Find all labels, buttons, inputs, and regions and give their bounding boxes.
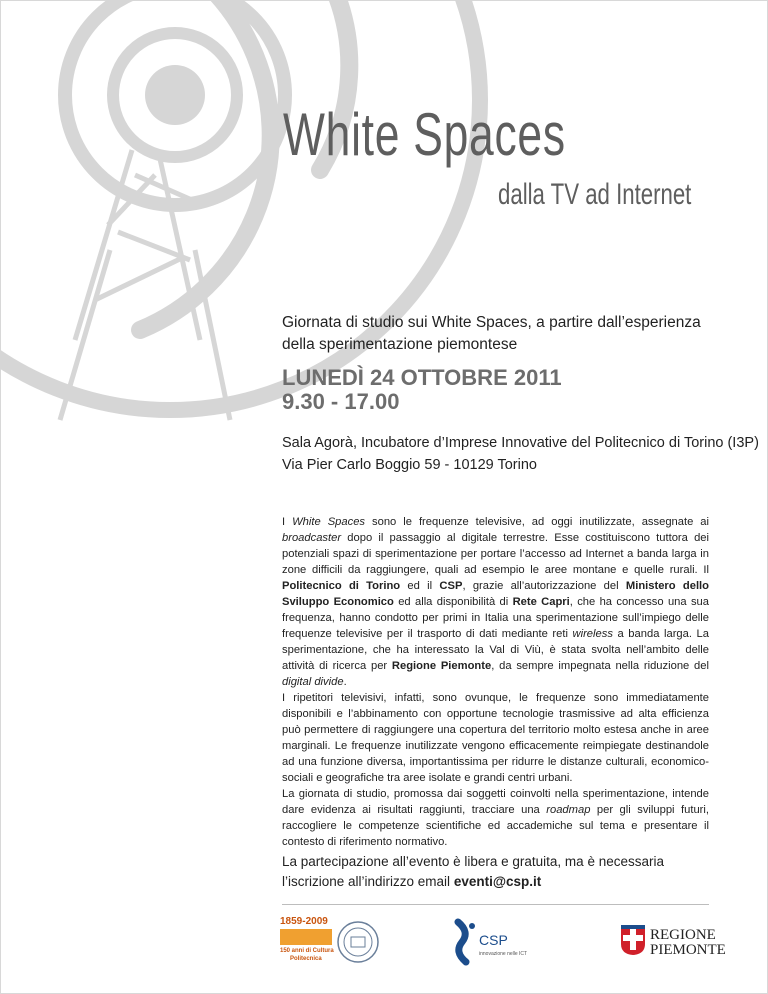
polito-logo bbox=[280, 916, 380, 970]
polito-band bbox=[280, 929, 332, 945]
footer-divider bbox=[282, 904, 709, 905]
description-paragraph-2: I ripetitori televisivi, infatti, sono ovunque, le frequenze sono immediatamente disponibili e l’abbinamento con opportune tecnologie trasmissive ad alta efficienza può permettere di raggiungere una copertura del territorio molto estesa anche in aree marginali. Le frequenze inutilizzate vengono efficacemente reimpiegate destinandole ad una funzione diversa, importantissima per ridurre le distanze culturali, economico-sociali e geografiche tra aree isolate e grandi centri urbani. bbox=[282, 692, 709, 784]
polito-caption-2: Politecnica bbox=[290, 956, 322, 962]
polito-seal-icon bbox=[336, 920, 380, 964]
csp-logo-icon bbox=[452, 918, 478, 966]
registration-note: La partecipazione all’evento è libera e gratuita, ma è necessaria l’iscrizione all’indirizzo email eventi@csp.it bbox=[282, 854, 664, 889]
venue-name: Sala Agorà, Incubatore d’Imprese Innovative del Politecnico di Torino (I3P) bbox=[282, 435, 759, 451]
description-body bbox=[282, 514, 709, 850]
piemonte-shield-icon bbox=[620, 924, 646, 956]
page-title: White Spaces bbox=[283, 101, 566, 168]
intro-text: Giornata di studio sui White Spaces, a partire dall’esperienza della sperimentazione piemontese bbox=[282, 314, 701, 353]
event-datetime bbox=[282, 366, 562, 414]
email-link[interactable]: eventi@csp.it bbox=[453, 874, 542, 889]
regione-name-2: PIEMONTE bbox=[650, 942, 726, 958]
polito-years: 1859-2009 bbox=[280, 916, 328, 927]
venue-address: Via Pier Carlo Boggio 59 - 10129 Torino bbox=[282, 457, 537, 473]
event-time: 9.30 - 17.00 bbox=[282, 389, 400, 414]
csp-name: CSP bbox=[479, 932, 508, 948]
csp-tagline: innovazione nelle ICT bbox=[479, 951, 528, 957]
description-paragraph-1: I White Spaces sono le frequenze televisive, ad oggi inutilizzate, assegnate ai broadcaster dopo il passaggio al digitale terrestre. Esse costituiscono tuttora dei potenziali spazi di sperimentazione per portare l’accesso ad Internet a banda larga in zone difficili da raggiungere, quali ad esempio le aree montane e quelle rurali. Il Politecnico di Torino ed il CSP, grazie all’autorizzazione del Ministero dello Sviluppo Economico ed alla disponibilità di Rete Capri, che ha concesso una sua frequenza, hanno condotto per primi in Italia una sperimentazione sull’impiego delle frequenze televisive per il trasporto di dati mediante reti wireless a banda larga. La sperimentazione, che ha interessato la Val di Viù, è stata svolta nell’ambito delle attività di ricerca per Regione Piemonte, da sempre impegnata nella riduzione del digital divide. bbox=[282, 516, 710, 688]
csp-logo bbox=[452, 918, 562, 972]
polito-caption-1: 150 anni di Cultura bbox=[280, 948, 334, 954]
regione-name-1: REGIONE bbox=[650, 927, 716, 943]
event-venue bbox=[282, 432, 759, 476]
event-date: LUNEDÌ 24 OTTOBRE 2011 bbox=[282, 365, 562, 390]
description-paragraph-3: La giornata di studio, promossa dai soggetti coinvolti nella sperimentazione, intende dare evidenza ai risultati raggiunti, tracciare una roadmap per gli sviluppi futuri, raccogliere le competenze scientifiche ed accademiche sul tema e presentare il contesto di riferimento normativo. bbox=[282, 788, 709, 848]
page-subtitle: dalla TV ad Internet bbox=[498, 178, 692, 211]
regione-logo bbox=[620, 924, 726, 960]
